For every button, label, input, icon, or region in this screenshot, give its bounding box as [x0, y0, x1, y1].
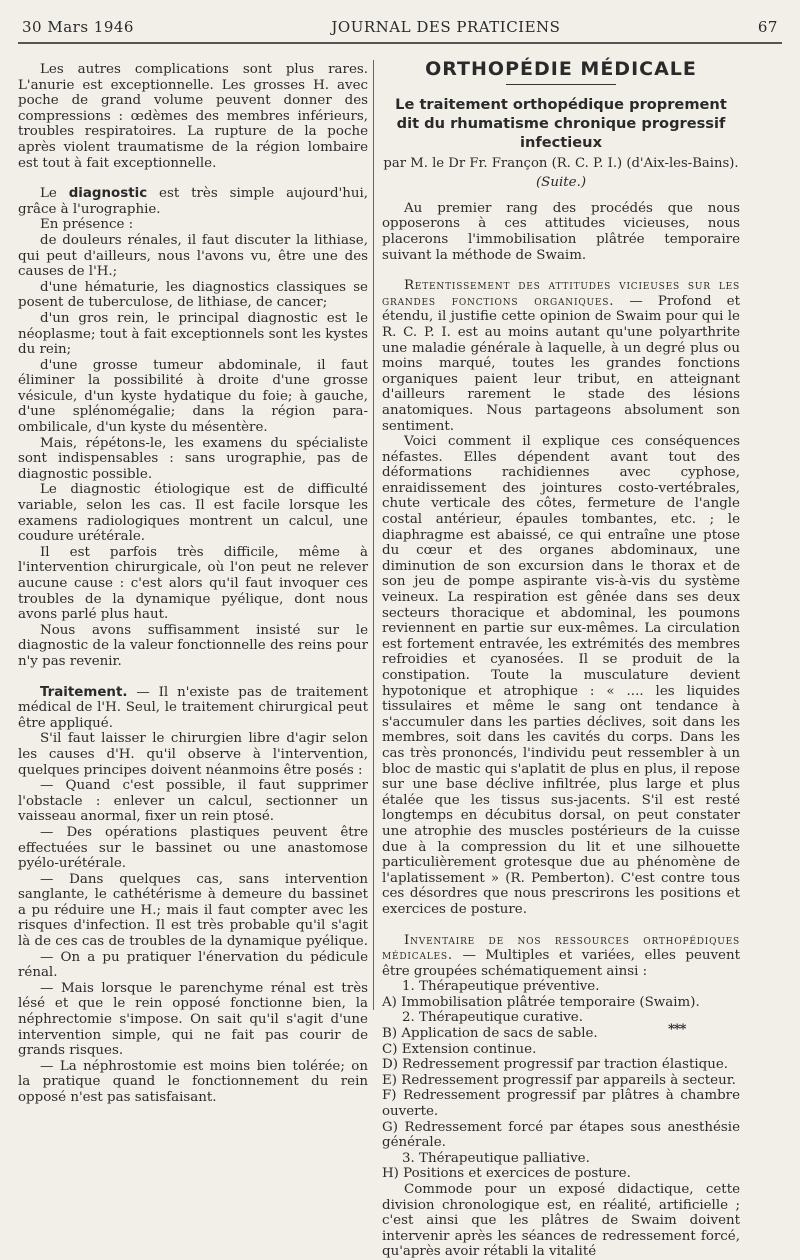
- paragraph: d'un gros rein, le principal diagnostic est le néoplasme; tout à fait exceptionnels sont les kystes du rein;: [18, 310, 368, 358]
- paragraph: — Mais lorsque le parenchyme rénal est très lésé et que le rein opposé fonctionne bien, la néphrectomie s'impose. On sait qu'il s'agit d'une intervention simple, qui ne fait pas courir de grands risques.: [18, 980, 368, 1059]
- retentissement-paragraph: [382, 278, 740, 434]
- paragraph: — On a pu pratiquer l'énervation du pédicule rénal.: [18, 949, 368, 981]
- list-item: 3. Thérapeutique palliative.: [402, 1150, 590, 1166]
- header-rule: [18, 42, 782, 44]
- subheading: Inventaire de nos ressources orthopédiques médicales.: [382, 932, 740, 964]
- paragraph: Au premier rang des procédés que nous opposerons à ces attitudes vicieuses, nous placerons l'immobilisation plâtrée temporaire suivant la méthode de Swaim.: [382, 200, 740, 263]
- list-item: E) Redressement progressif par appareils à secteur.: [382, 1072, 736, 1088]
- left-column: [18, 62, 368, 1106]
- byline: par M. le Dr Fr. Françon (R. C. P. I.) (d'Aix-les-Bains).: [383, 155, 739, 171]
- subheading: Retentissement des attitudes vicieuses sur les grandes fonctions organiques.: [382, 278, 740, 309]
- paragraph: Le diagnostic étiologique est de difficulté variable, selon les cas. Il est facile lorsque les examens radiologiques montrent un calcul, une coudure urétérale.: [18, 482, 368, 545]
- list-item: C) Extension continue.: [382, 1041, 537, 1057]
- footer-ornament: ***: [668, 1022, 686, 1037]
- paragraph: Les autres complications sont plus rares. L'anurie est exceptionnelle. Les grosses H. avec poche de grand volume peuvent donner des compressions : œdèmes des membres inférieurs, troubles respiratoires. La rupture de la poche après violent traumatisme de la région lombaire est tout à fait exceptionnelle.: [18, 62, 368, 171]
- paragraph: — Quand c'est possible, il faut supprimer l'obstacle : enlever un calcul, sectionner un vaisseau anormal, fixer un rein ptosé.: [18, 778, 368, 825]
- inventaire-paragraph: [382, 933, 740, 980]
- treatment-keyword: Traitement.: [40, 684, 128, 700]
- issue-date: 30 Mars 1946: [22, 18, 134, 36]
- paragraph: — La néphrostomie est moins bien tolérée; on la pratique quand le fonctionnement du rein opposé n'est pas satisfaisant.: [18, 1058, 368, 1105]
- section-rule: [506, 84, 616, 85]
- article-title: Le traitement orthopédique proprement dit du rhumatisme chronique progressif infectieux: [395, 95, 727, 151]
- treatment-paragraph: [18, 685, 368, 732]
- paragraph: Mais, répétons-le, les examens du spécialiste sont indispensables : sans urographie, pas de diagnostic possible.: [18, 435, 368, 482]
- right-column: [382, 58, 740, 1260]
- paragraph: d'une grosse tumeur abdominale, il faut éliminer la possibilité à droite d'une grosse vésicule, d'un kyste hydatique du foie; à gauche, d'une splénomégalie; dans la région para-ombilicale, d'un kyste du mésentère.: [18, 357, 368, 436]
- journal-title: JOURNAL DES PRATICIENS: [331, 18, 561, 36]
- list-item: A) Immobilisation plâtrée temporaire (Swaim).: [382, 994, 700, 1010]
- paragraph: d'une hématurie, les diagnostics classiques se posent de tuberculose, de lithiase, de cancer;: [18, 279, 368, 311]
- paragraph: de douleurs rénales, il faut discuter la lithiase, qui peut d'ailleurs, nous l'avons vu, être une des causes de l'H.;: [18, 232, 368, 280]
- list-item: B) Application de sacs de sable.: [382, 1026, 598, 1042]
- list-item: H) Positions et exercices de posture.: [382, 1166, 631, 1182]
- diagnostic-keyword: diagnostic: [68, 186, 148, 202]
- paragraph: En présence :: [40, 217, 134, 233]
- paragraph: Commode pour un exposé didactique, cette division chronologique est, en réalité, artificielle ; c'est ainsi que les plâtres de Swaim doivent intervenir après les séances de redressement forcé, qu'après avoir rétabli la vitalité: [382, 1182, 740, 1260]
- text: est très simple aujourd'hui, grâce à l'urographie.: [18, 186, 368, 217]
- page-number: 67: [757, 18, 778, 36]
- paragraph: — Dans quelques cas, sans intervention sanglante, le cathétérisme à demeure du bassinet a pu réduire une H.; mais il faut compter avec les risques d'infection. Il est très probable qu'il s'agit là de ces cas de troubles de la dynamique pyélique.: [18, 871, 368, 950]
- paragraph: Nous avons suffisamment insisté sur le diagnostic de la valeur fonctionnelle des reins pour n'y pas revenir.: [18, 622, 368, 669]
- paragraph: S'il faut laisser le chirurgien libre d'agir selon les causes d'H. qu'il observe à l'intervention, quelques principes doivent néanmoins être posés :: [18, 731, 368, 778]
- paragraph: Il est parfois très difficile, même à l'intervention chirurgicale, où l'on peut ne relever aucune cause : c'est alors qu'il faut invoquer ces troubles de la dynamique pyélique, dont nous avons parlé plus haut.: [18, 544, 368, 623]
- paragraph: — Des opérations plastiques peuvent être effectuées sur le bassinet ou une anastomose pyélo-urétérale.: [18, 824, 368, 872]
- page-header: [22, 16, 778, 38]
- list-item: 2. Thérapeutique curative.: [402, 1010, 583, 1026]
- column-divider: [373, 60, 374, 1010]
- list-item: F) Redressement progressif par plâtres à chambre ouverte.: [382, 1088, 740, 1120]
- diagnostic-paragraph: [18, 186, 368, 217]
- text: Le: [40, 186, 57, 202]
- paragraph: Voici comment il explique ces conséquences néfastes. Elles dépendent avant tout des déformations rachidiennes avec cyphose, enraidissement des jointures costo-vertébrales, chute verticale des côtes, fermeture de l'angle costal antérieur, épaules tombantes, etc. ; le diaphragme est abaissé, ce qui entraîne une ptose du cœur et des organes abdominaux, une diminution de son excursion dans le thorax et de son jeu de pompe aspirante vis-à-vis du système veineux. La respiration est gênée dans ses deux secteurs thoracique et abdominal, les poumons reviennent en partie sur eux-mêmes. La circulation est fortement entravée, les extrémités des membres refroidies et cyanosées. Il se produit de la constipation. Toute la musculature devient hypotonique et atrophique : « .... les liquides tissulaires et même le sang ont tendance à s'accumuler dans les parties déclives, soit dans les membres, soit dans les cavités du corps. Dans les cas très prononcés, l'individu peut ressembler à un bloc de mastic qui s'aplatit de plus en plus, il repose sur une base déclive infiltrée, plus large et plus étalée que les tissus sus-jacents. S'il est resté longtemps en décubitus dorsal, on peut constater une atrophie des muscles postérieurs de la cuisse due à la compression du lit et une silhouette particulièrement grotesque due au phénomène de l'aplatissement » (R. Pemberton). C'est contre tous ces désordres que nous prescrirons les positions et exercices de posture.: [382, 434, 740, 917]
- list-item: D) Redressement progressif par traction élastique.: [382, 1057, 729, 1073]
- text: — Il n'existe pas de traitement médical de l'H. Seul, le traitement chirurgical peut être appliqué.: [18, 684, 368, 731]
- text: — Multiples et variées, elles peuvent être groupées schématiquement ainsi :: [382, 948, 740, 979]
- list-item: G) Redressement forcé par étapes sous anesthésie générale.: [382, 1119, 740, 1151]
- continued-label: (Suite.): [535, 175, 587, 191]
- text: — Profond et étendu, il justifie cette opinion de Swaim pour qui le R. C. P. I. est au moins autant qu'une polyarthrite une maladie générale à laquelle, à un degré plus ou moins marqué, toutes les grandes fonctions organiques paient leur tribut, en atteignant d'ailleurs rarement le stade des lésions anatomiques. Nous partageons absolument son sentiment.: [382, 293, 740, 434]
- list-item: 1. Thérapeutique préventive.: [402, 979, 600, 995]
- section-heading: ORTHOPÉDIE MÉDICALE: [425, 58, 697, 80]
